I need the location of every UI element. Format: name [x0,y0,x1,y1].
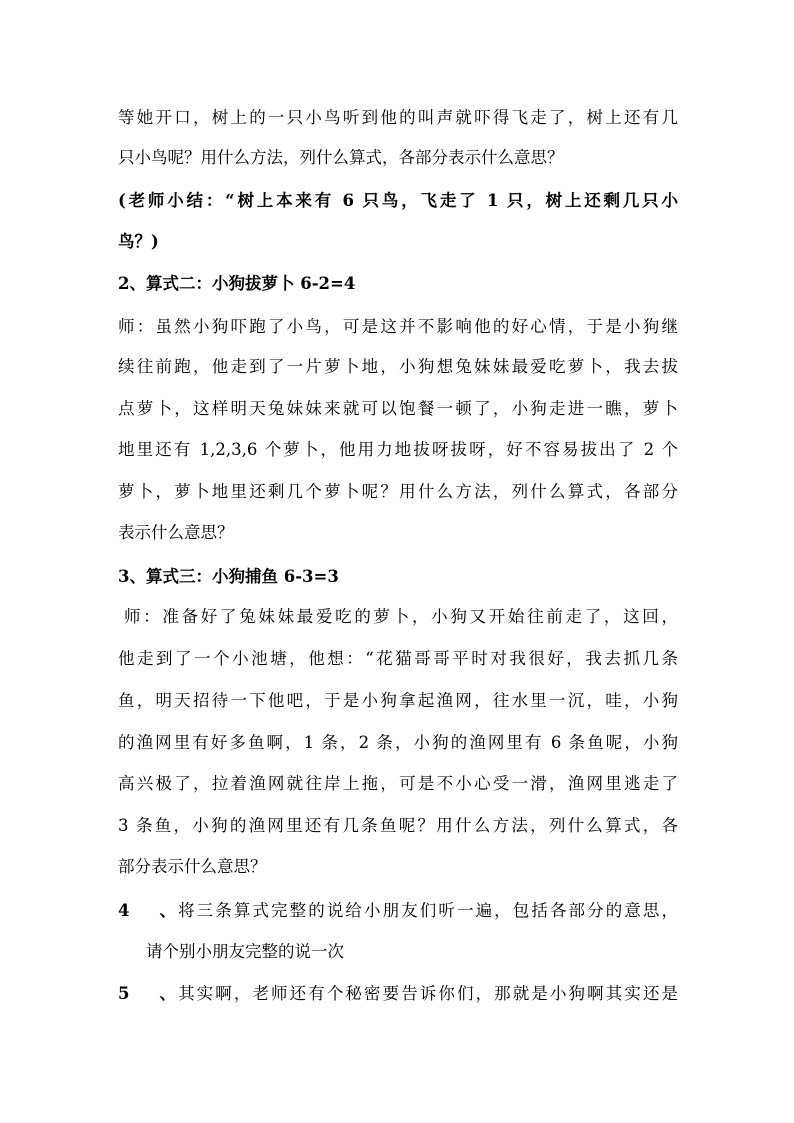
list-item-4 [118,900,678,922]
paragraph-line: 部分表示什么意思？ [118,857,267,876]
section-heading-formula-2: 2、算式二：小狗拔萝卜 6-2=4 [118,274,356,293]
list-item-4-continuation: 请个别小朋友完整的说一次 [146,942,344,961]
teacher-summary-line: 鸟？) [118,232,159,251]
paragraph-line: 只小鸟呢？用什么方法，列什么算式，各部分表示什么意思？ [118,148,564,167]
paragraph-line: 3 条鱼，小狗的渔网里还有几条鱼呢？用什么方法，列什么算式，各 [118,816,678,835]
paragraph-line: 鱼，明天招待一下他吧，于是小狗拿起渔网，往水里一沉，哇，小狗 [118,691,678,710]
list-number: 5、 [118,984,176,1003]
paragraph-line: 高兴极了，拉着渔网就往岸上拖，可是不小心受一滑，渔网里逃走了 [118,774,678,793]
paragraph-line: 等她开口，树上的一只小鸟听到他的叫声就吓得飞走了，树上还有几 [118,108,678,127]
paragraph-line: 师：虽然小狗吓跑了小鸟，可是这并不影响他的好心情，于是小狗继 [118,317,678,336]
list-item-5 [118,983,678,1005]
list-number: 4、 [118,901,176,920]
paragraph-line: 续往前跑，他走到了一片萝卜地，小狗想兔妹妹最爱吃萝卜，我去拔 [118,357,678,376]
teacher-summary-line: (老师小结：“树上本来有 6 只鸟，飞走了 1 只，树上还剩几只小 [118,191,678,210]
list-item-text: 将三条算式完整的说给小朋友们听一遍，包括各部分的意思， [176,901,678,920]
paragraph-line: 点萝卜，这样明天兔妹妹来就可以饱餐一顿了，小狗走进一瞧，萝卜 [118,399,678,418]
paragraph-line: 表示什么意思？ [118,523,234,542]
paragraph-line: 他走到了一个小池塘，他想：“花猫哥哥平时对我很好，我去抓几条 [118,649,678,668]
section-heading-formula-3: 3、算式三：小狗捕鱼 6-3=3 [118,567,339,586]
list-item-text: 其实啊，老师还有个秘密要告诉你们，那就是小狗啊其实还是 [176,984,678,1003]
paragraph-line: 的渔网里有好多鱼啊，1 条，2 条，小狗的渔网里有 6 条鱼呢，小狗 [118,733,678,752]
paragraph-line: 地里还有 1,2,3,6 个萝卜，他用力地拔呀拔呀，好不容易拔出了 2 个 [118,440,678,459]
paragraph-line: 萝卜，萝卜地里还剩几个萝卜呢？用什么方法，列什么算式，各部分 [118,482,678,501]
paragraph-line: 师：准备好了兔妹妹最爱吃的萝卜，小狗又开始往前走了，这回， [124,607,678,626]
